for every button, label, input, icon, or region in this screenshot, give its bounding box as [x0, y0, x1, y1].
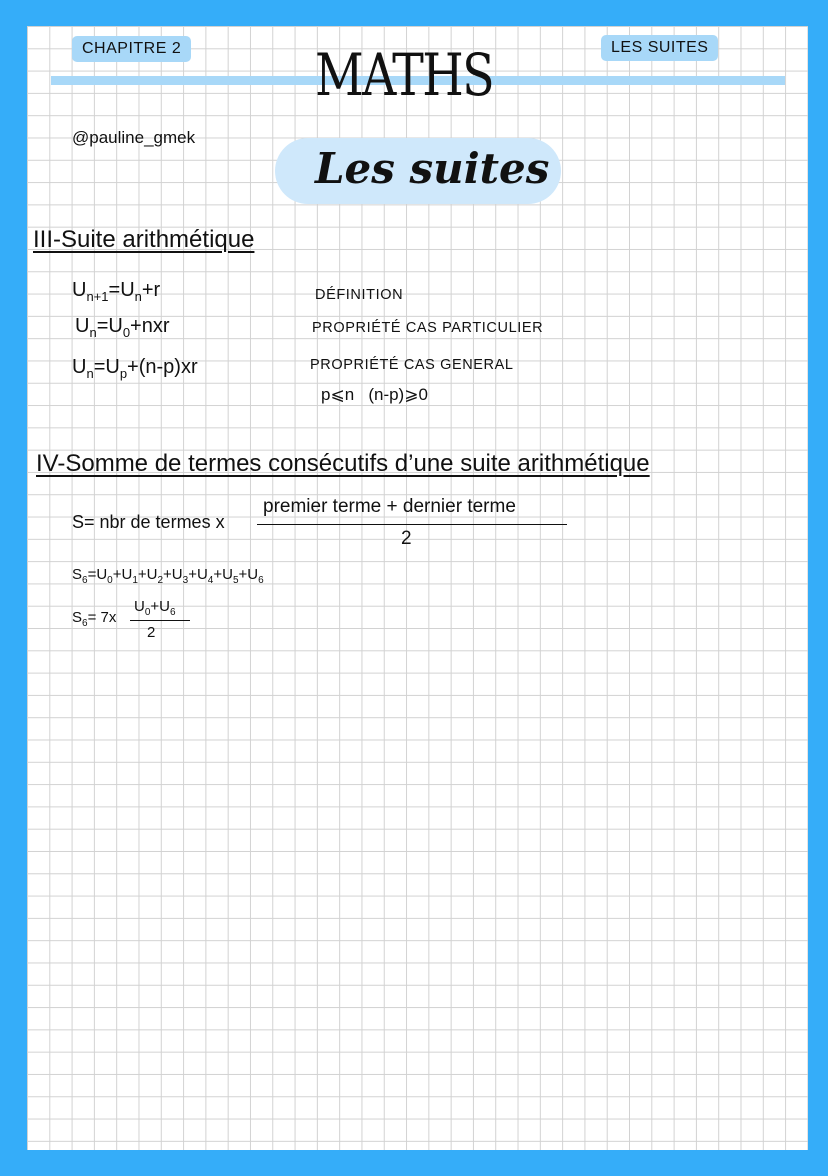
- section-heading-arithmetic: III-Suite arithmétique: [33, 226, 255, 253]
- formula-particular-case: $U_n=U_0+nxr$: [75, 315, 170, 340]
- notebook-page: [27, 26, 808, 1150]
- sum-formula-left: S= nbr de termes x: [72, 512, 225, 532]
- sum-formula-numerator: premier terme + dernier terme: [263, 496, 516, 517]
- page-title: MATHS: [315, 41, 494, 109]
- label-definition: DÉFINITION: [315, 287, 404, 303]
- s6-fraction-bar: [130, 620, 190, 621]
- s6-expansion: $S_6=U_0+U_1+U_2+U_3+U_4+U_5+U_6$: [72, 566, 264, 586]
- author-handle: @pauline_gmek: [72, 128, 196, 147]
- topic-tag: LES SUITES: [601, 35, 718, 61]
- s6-result-denominator: 2: [147, 624, 156, 641]
- sum-fraction-bar: [257, 524, 567, 525]
- s6-result-numerator: $U_0+U_6$: [134, 598, 176, 618]
- condition-general-case: p⩽n (n-p)⩾0: [321, 385, 428, 404]
- chapter-tag: CHAPITRE 2: [72, 36, 191, 62]
- formula-general-case: $U_n=U_p+(n-p)xr$: [72, 356, 198, 381]
- page-subtitle: Les suites: [315, 144, 550, 193]
- sum-formula-denominator: 2: [401, 528, 412, 549]
- s6-result-left: $S_6= 7x$: [72, 609, 117, 629]
- label-general-case: PROPRIÉTÉ CAS GENERAL: [310, 357, 514, 373]
- label-particular-case: PROPRIÉTÉ CAS PARTICULIER: [312, 320, 544, 336]
- section-heading-sum: IV-Somme de termes consécutifs d’une suite arithmétique: [36, 450, 650, 477]
- formula-definition: $U_{n+1}=U_n+r$: [72, 279, 161, 304]
